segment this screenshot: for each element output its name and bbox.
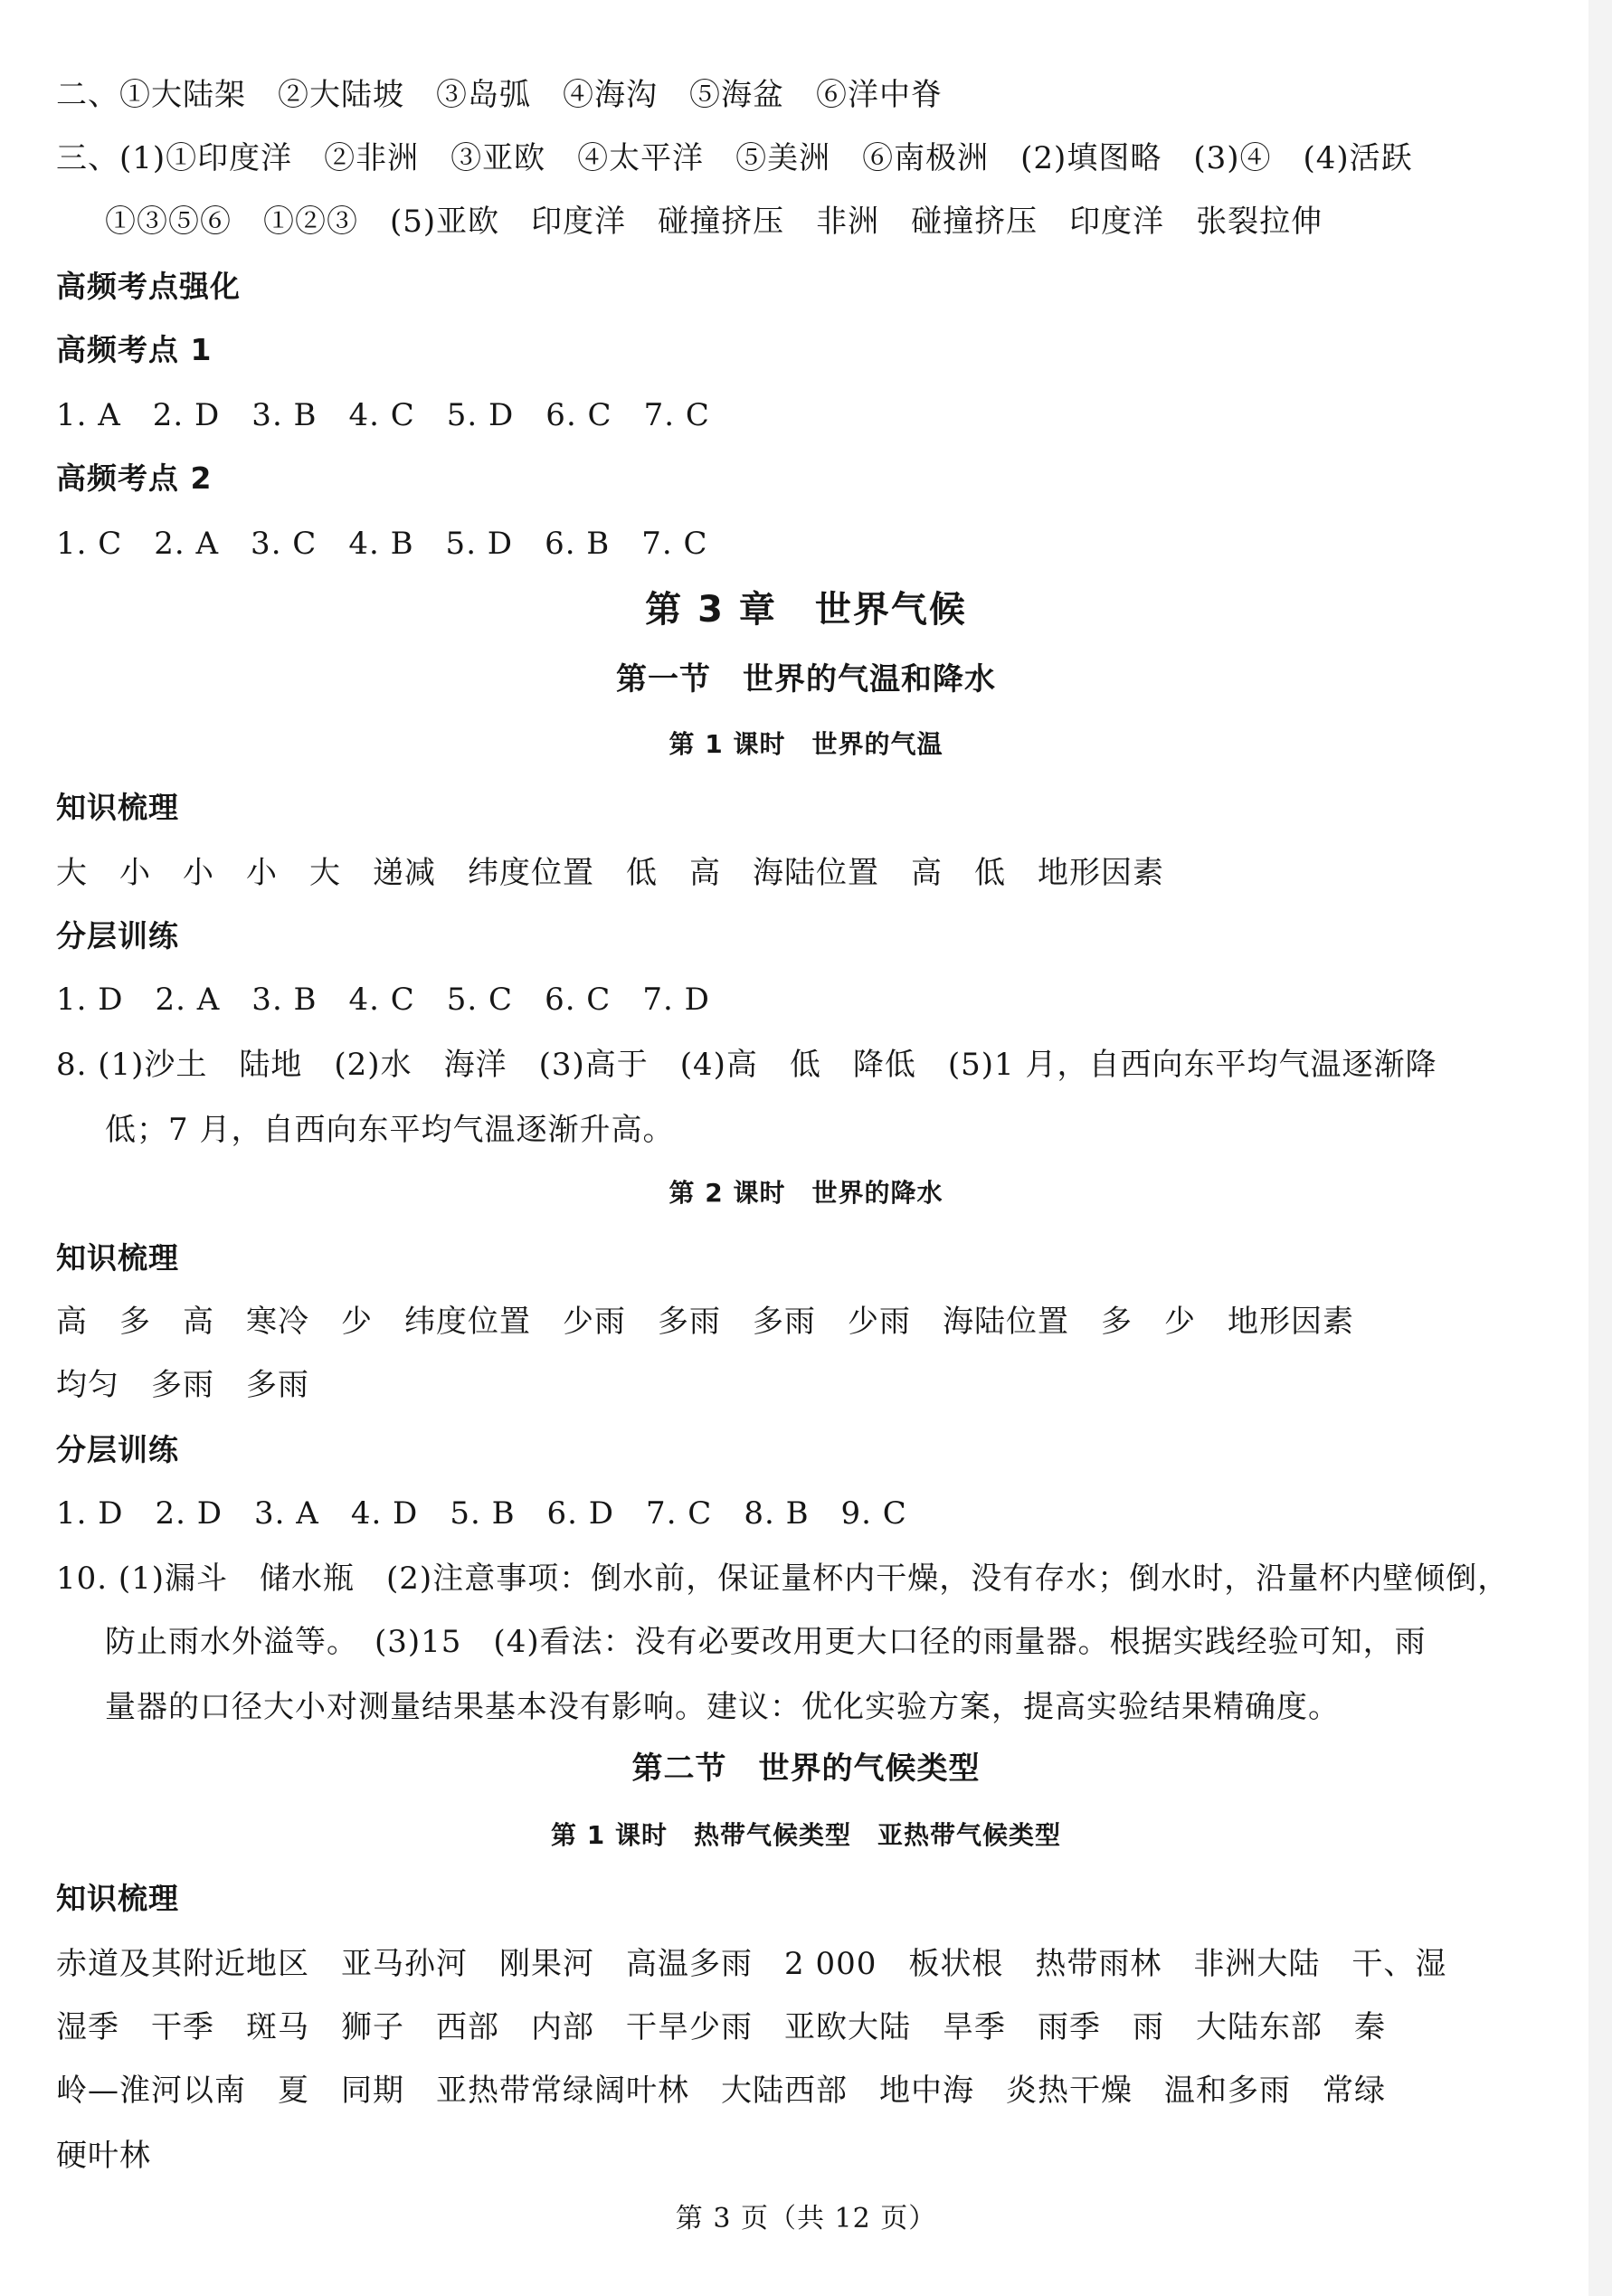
answer-line-point-2: 1. C 2. A 3. C 4. B 5. D 6. B 7. C: [56, 526, 708, 562]
answer-line-q8-cont: 低；7 月，自西向东平均气温逐渐升高。: [105, 1112, 675, 1148]
section-heading-point-1: 高频考点 1: [56, 332, 213, 367]
section-title: 第一节 世界的气温和降水: [616, 661, 996, 697]
answer-line-q10: 10. (1)漏斗 储水瓶 (2)注意事项：倒水前，保证量杯内干燥，没有存水；倒水时，沿量杯内壁倾倒，: [56, 1561, 1510, 1597]
lesson-title: 第 1 课时 世界的气温: [669, 729, 943, 759]
answer-line-training: 1. D 2. D 3. A 4. D 5. B 6. D 7. C 8. B 9. C: [56, 1495, 907, 1532]
answer-line-point-1: 1. A 2. D 3. B 4. C 5. D 6. C 7. C: [56, 397, 710, 433]
lesson-title: 第 2 课时 世界的降水: [669, 1178, 943, 1208]
answer-line-knowledge: 大 小 小 小 大 递减 纬度位置 低 高 海陆位置 高 低 地形因素: [56, 855, 1164, 891]
lesson-title: 第 1 课时 热带气候类型 亚热带气候类型: [551, 1820, 1061, 1850]
heading-knowledge: 知识梳理: [56, 1240, 179, 1276]
answer-line-knowledge-cont: 岭—淮河以南 夏 同期 亚热带常绿阔叶林 大陆西部 地中海 炎热干燥 温和多雨 常绿: [56, 2073, 1386, 2109]
answer-line-knowledge-cont: 均匀 多雨 多雨: [56, 1367, 309, 1403]
answer-line-knowledge-cont: 硬叶林: [56, 2138, 151, 2174]
heading-knowledge: 知识梳理: [56, 1881, 179, 1916]
answer-line-knowledge: 高 多 高 寒冷 少 纬度位置 少雨 多雨 多雨 少雨 海陆位置 多 少 地形因素: [56, 1304, 1354, 1340]
section-heading-point-2: 高频考点 2: [56, 460, 213, 496]
section-title: 第二节 世界的气候类型: [631, 1750, 981, 1787]
heading-training: 分层训练: [56, 1432, 179, 1467]
answer-line-part3: 三、(1)①印度洋 ②非洲 ③亚欧 ④太平洋 ⑤美洲 ⑥南极洲 (2)填图略 (3)④ (4)活跃: [56, 140, 1413, 176]
page-edge-shadow: [1588, 0, 1612, 2296]
heading-knowledge: 知识梳理: [56, 790, 179, 825]
answer-line-part3-cont: ①③⑤⑥ ①②③ (5)亚欧 印度洋 碰撞挤压 非洲 碰撞挤压 印度洋 张裂拉伸: [105, 204, 1323, 240]
answer-line-knowledge-cont: 湿季 干季 斑马 狮子 西部 内部 干旱少雨 亚欧大陆 旱季 雨季 雨 大陆东部 秦: [56, 2009, 1386, 2045]
chapter-title: 第 3 章 世界气候: [645, 589, 967, 631]
answer-line-knowledge: 赤道及其附近地区 亚马孙河 刚果河 高温多雨 2 000 板状根 热带雨林 非洲大陆 干、湿: [56, 1946, 1447, 1982]
heading-training: 分层训练: [56, 918, 179, 954]
answer-line-q10-cont: 量器的口径大小对测量结果基本没有影响。建议：优化实验方案，提高实验结果精确度。: [105, 1689, 1340, 1725]
answer-line-q10-cont: 防止雨水外溢等。 (3)15 (4)看法：没有必要改用更大口径的雨量器。根据实践经验可知，雨: [105, 1624, 1427, 1660]
answer-line-part2: 二、①大陆架 ②大陆坡 ③岛弧 ④海沟 ⑤海盆 ⑥洋中脊: [56, 77, 943, 113]
page-footer: 第 3 页（共 12 页）: [675, 2203, 937, 2234]
section-heading-high-freq: 高频考点强化: [56, 269, 241, 304]
answer-line-training: 1. D 2. A 3. B 4. C 5. C 6. C 7. D: [56, 982, 710, 1018]
answer-line-q8: 8. (1)沙土 陆地 (2)水 海洋 (3)高于 (4)高 低 降低 (5)1 月，自西向东平均气温逐渐降: [56, 1047, 1437, 1083]
